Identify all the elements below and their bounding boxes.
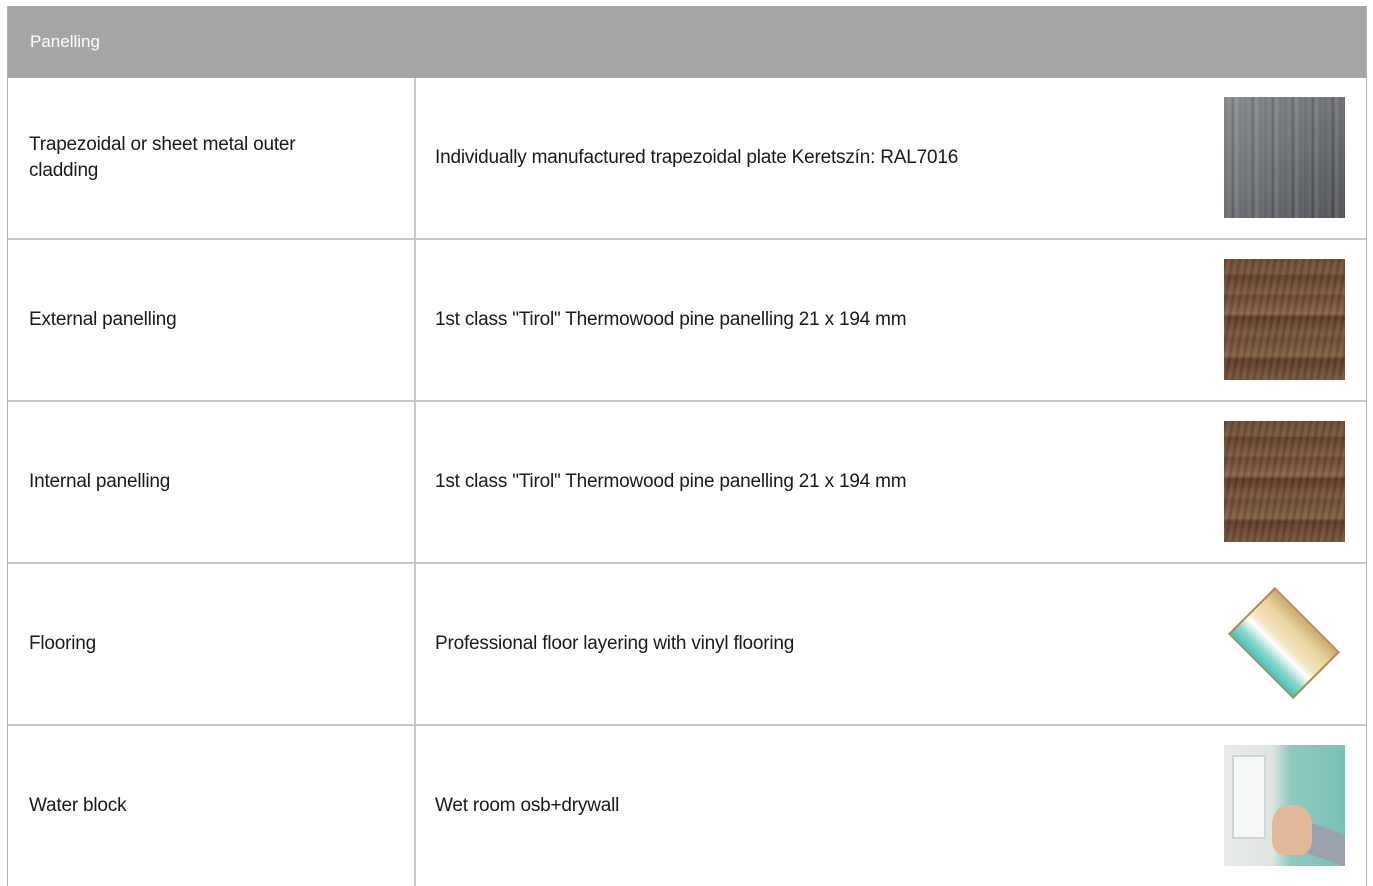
floor-layering-image (1224, 583, 1345, 704)
row-description-cell (416, 564, 1366, 724)
row-description-cell (416, 402, 1366, 562)
row-description: Professional floor layering with vinyl flooring (435, 633, 795, 654)
table-row (8, 78, 1366, 240)
row-description-cell (416, 726, 1366, 886)
drywall-image (1224, 745, 1345, 866)
row-description: 1st class "Tirol" Thermowood pine panelling 21 x 194 mm (435, 309, 907, 330)
row-description: Individually manufactured trapezoidal plate Keretszín: RAL7016 (435, 147, 959, 168)
row-label: Trapezoidal or sheet metal outer cladding (29, 134, 296, 181)
row-label-cell (8, 240, 416, 400)
wood-panelling-image (1224, 421, 1345, 542)
row-label-cell (8, 726, 416, 886)
row-description-cell (416, 240, 1366, 400)
table-row (8, 564, 1366, 726)
table-row (8, 402, 1366, 564)
row-label: Internal panelling (29, 471, 171, 492)
row-label: Flooring (29, 633, 97, 654)
table-row (8, 240, 1366, 402)
row-description: 1st class "Tirol" Thermowood pine panelling 21 x 194 mm (435, 471, 907, 492)
row-label-cell (8, 78, 416, 238)
row-label: Water block (29, 795, 127, 816)
row-label-cell (8, 564, 416, 724)
spec-table (7, 6, 1367, 886)
hand-shape (1272, 805, 1312, 855)
wood-panelling-image (1224, 259, 1345, 380)
section-title: Panelling (30, 32, 100, 51)
floor-layers-diamond (1228, 587, 1340, 699)
metal-cladding-image (1224, 97, 1345, 218)
row-description-cell (416, 78, 1366, 238)
row-label-cell (8, 402, 416, 562)
table-row (8, 726, 1366, 886)
row-description: Wet room osb+drywall (435, 795, 620, 816)
row-label: External panelling (29, 309, 177, 330)
section-header (8, 6, 1366, 78)
window-shape (1232, 755, 1266, 839)
